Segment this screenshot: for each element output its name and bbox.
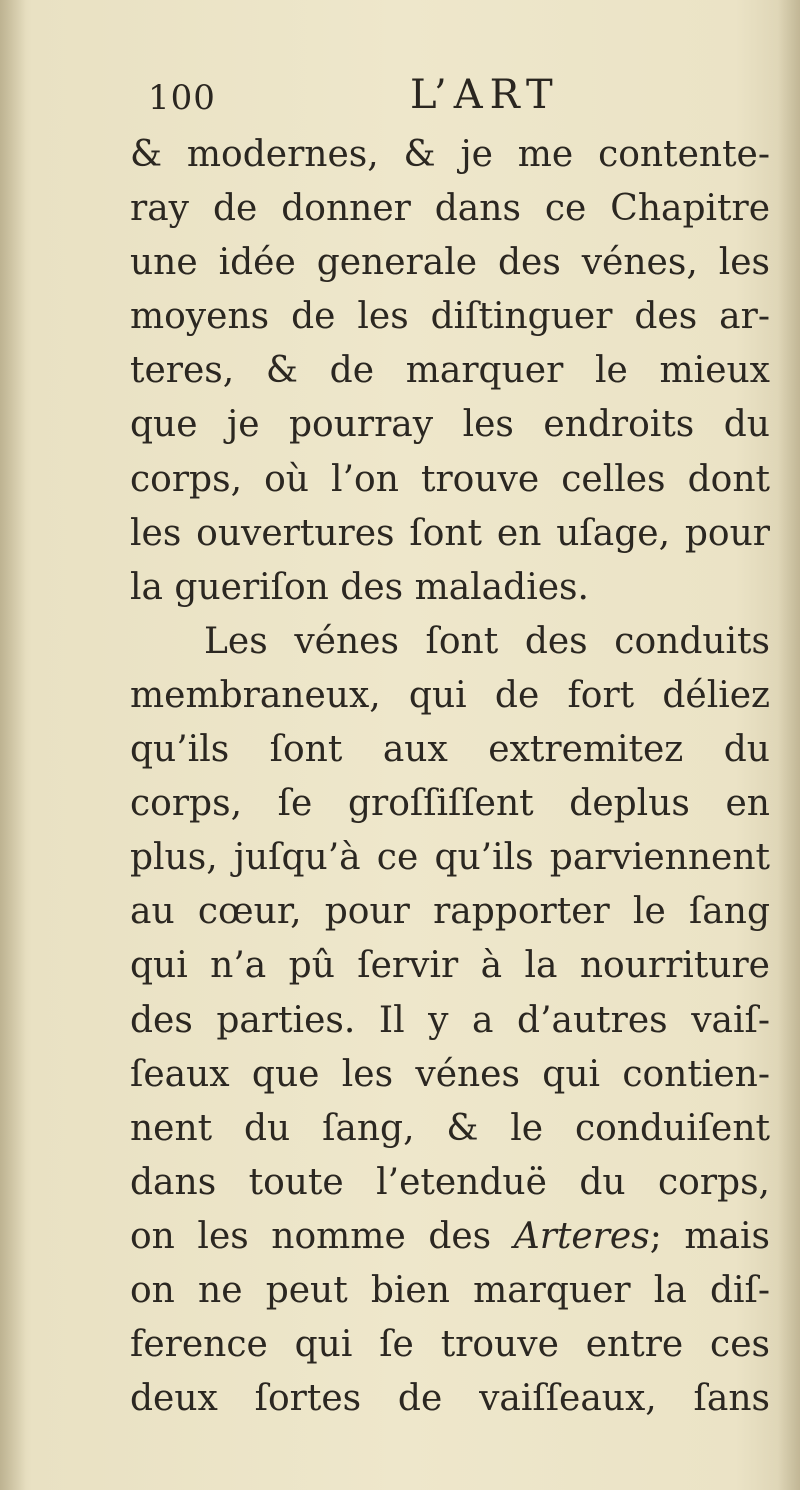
text-line: au cœur, pour rapporter le ſang bbox=[130, 891, 770, 933]
text-line: deux ſortes de vaiſſeaux, ſans bbox=[130, 1378, 770, 1420]
italic-term: Arteres bbox=[513, 1215, 650, 1257]
text-line: que je pourray les endroits du bbox=[130, 404, 770, 446]
text-line: ſeaux que les vénes qui contien- bbox=[130, 1053, 770, 1095]
line-text-after: ; mais bbox=[649, 1215, 770, 1257]
text-line-with-italic bbox=[130, 1210, 770, 1264]
page-number: 100 bbox=[148, 78, 216, 118]
text-line: moyens de les diſtinguer des ar- bbox=[130, 296, 770, 338]
text-line: les ouvertures ſont en uſage, pour bbox=[130, 512, 770, 554]
text-line: qui n’a pû ſervir à la nourriture bbox=[130, 945, 770, 987]
text-line: qu’ils ſont aux extremitez du bbox=[130, 729, 770, 771]
text-line: & modernes, & je me contente- bbox=[130, 134, 770, 175]
paragraph-end-line: la gueriſon des maladies. bbox=[130, 566, 589, 608]
body-text bbox=[130, 128, 770, 1426]
text-line: une idée generale des vénes, les bbox=[130, 242, 770, 284]
running-head: L’ART bbox=[410, 72, 560, 118]
text-line: teres, & de marquer le mieux bbox=[130, 350, 770, 392]
page-header bbox=[148, 70, 768, 130]
line-text-before: on les nomme des bbox=[130, 1215, 514, 1257]
text-line: ray de donner dans ce Chapitre bbox=[130, 188, 770, 230]
gutter-shadow bbox=[0, 0, 26, 1490]
page-edge bbox=[778, 0, 800, 1490]
paragraph-start-line: Les vénes ſont des conduits bbox=[204, 620, 770, 662]
text-line: nent du ſang, & le conduiſent bbox=[130, 1107, 770, 1149]
text-line: corps, où l’on trouve celles dont bbox=[130, 458, 770, 500]
text-line: membraneux, qui de fort déliez bbox=[130, 674, 770, 716]
text-line: des parties. Il y a d’autres vaiſ- bbox=[130, 999, 770, 1041]
text-line: plus, juſqu’à ce qu’ils parviennent bbox=[130, 837, 770, 879]
text-line: corps, ſe groſſiſſent deplus en bbox=[130, 783, 770, 825]
text-line: on ne peut bien marquer la diſ- bbox=[130, 1269, 770, 1311]
text-line: dans toute l’etenduë du corps, bbox=[130, 1161, 770, 1203]
text-line: ference qui ſe trouve entre ces bbox=[130, 1324, 770, 1366]
